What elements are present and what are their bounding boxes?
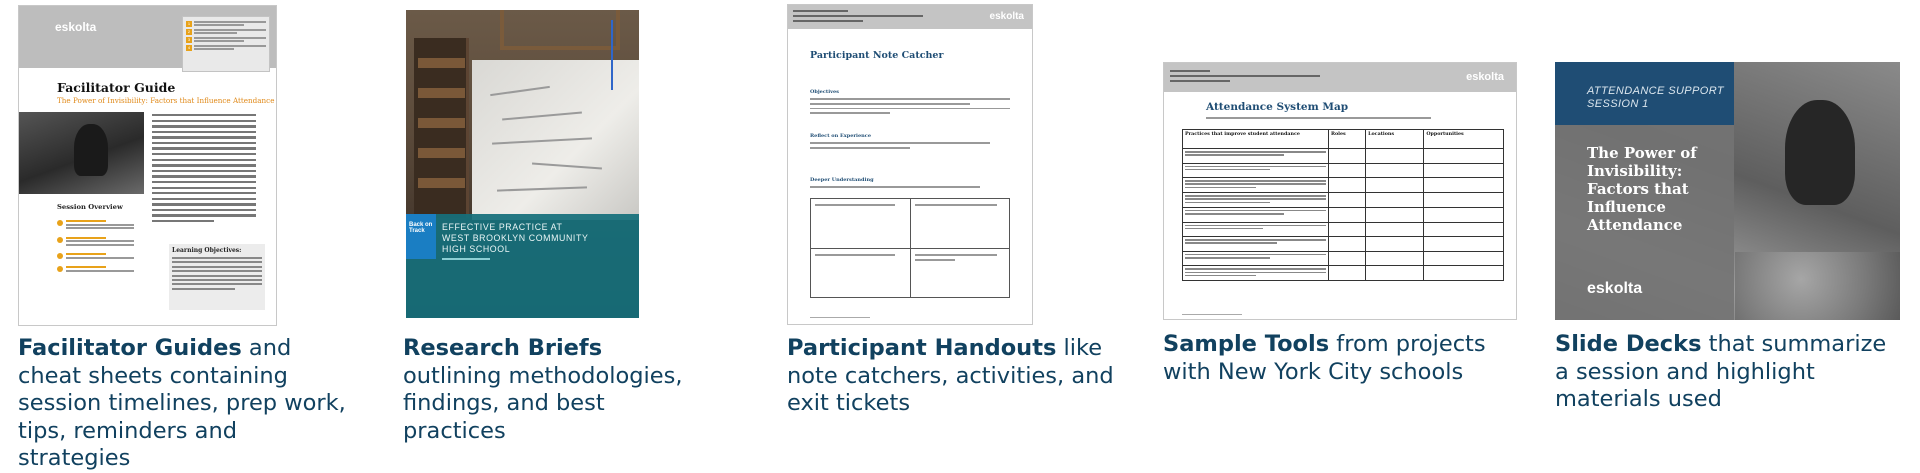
- document-header: [1164, 63, 1516, 92]
- body-text-lines: [152, 114, 256, 226]
- note-grid: [810, 198, 1010, 298]
- sample-tool-thumbnail[interactable]: [1163, 62, 1517, 320]
- bookshelf: [414, 38, 469, 218]
- research-brief-thumbnail[interactable]: [406, 10, 639, 318]
- eskolta-logo: eskolta: [1587, 280, 1643, 297]
- section-deeper-understanding: Deeper Understanding: [810, 177, 874, 183]
- overview-items: [57, 220, 139, 279]
- eskolta-logo: eskolta: [55, 20, 97, 34]
- caption-research-briefs: Research Briefs outlining methodologies, findings, and best practices: [403, 335, 683, 444]
- caption-sample-tools: Sample Tools from projects with New York City schools: [1163, 331, 1486, 385]
- whiteboard: [472, 60, 639, 220]
- slide-deck-thumbnail[interactable]: [1555, 62, 1900, 320]
- student-photo: [19, 112, 144, 194]
- section-objectives: Objectives: [810, 89, 839, 95]
- document-title: Facilitator Guide: [57, 80, 176, 95]
- participant-handout-thumbnail[interactable]: [787, 4, 1033, 325]
- eskolta-logo: eskolta: [1466, 71, 1504, 83]
- caption-slide-decks: Slide Decks that summarize a session and highlight materials used: [1555, 331, 1887, 412]
- eskolta-logo: eskolta: [989, 11, 1024, 22]
- slide-title: The Power of Invisibility: Factors that Influence Attendance: [1587, 144, 1697, 234]
- caption-participant-handouts: Participant Handouts like note catchers, activities, and exit tickets: [787, 335, 1114, 416]
- box-title: Learning Objectives:: [172, 247, 242, 254]
- document-subtitle: The Power of Invisibility: Factors that Influence Attendance: [57, 96, 275, 105]
- facilitator-guide-thumbnail[interactable]: [18, 5, 277, 326]
- caption-facilitator-guides: Facilitator Guides and cheat sheets containing session timelines, prep work, tips, reminders and strategies: [18, 335, 346, 471]
- document-title: Participant Note Catcher: [810, 50, 944, 61]
- brief-title: EFFECTIVE PRACTICE AT WEST BROOKLYN COMMUNITY HIGH SCHOOL: [442, 222, 589, 254]
- section-reflect: Reflect on Experience: [810, 133, 872, 139]
- learning-objectives-box: [169, 244, 265, 310]
- section-heading: Session Overview: [57, 203, 123, 211]
- back-on-track-badge: Back on Track: [406, 214, 436, 259]
- session-list-heading: [183, 17, 269, 19]
- attendance-map-table: Practices that improve student attendance Roles Locations Opportunities: [1182, 129, 1504, 281]
- document-title: Attendance System Map: [1206, 101, 1349, 113]
- session-list-box: 1 2 3 4: [182, 16, 270, 72]
- session-header: ATTENDANCE SUPPORT SESSION 1: [1587, 85, 1724, 110]
